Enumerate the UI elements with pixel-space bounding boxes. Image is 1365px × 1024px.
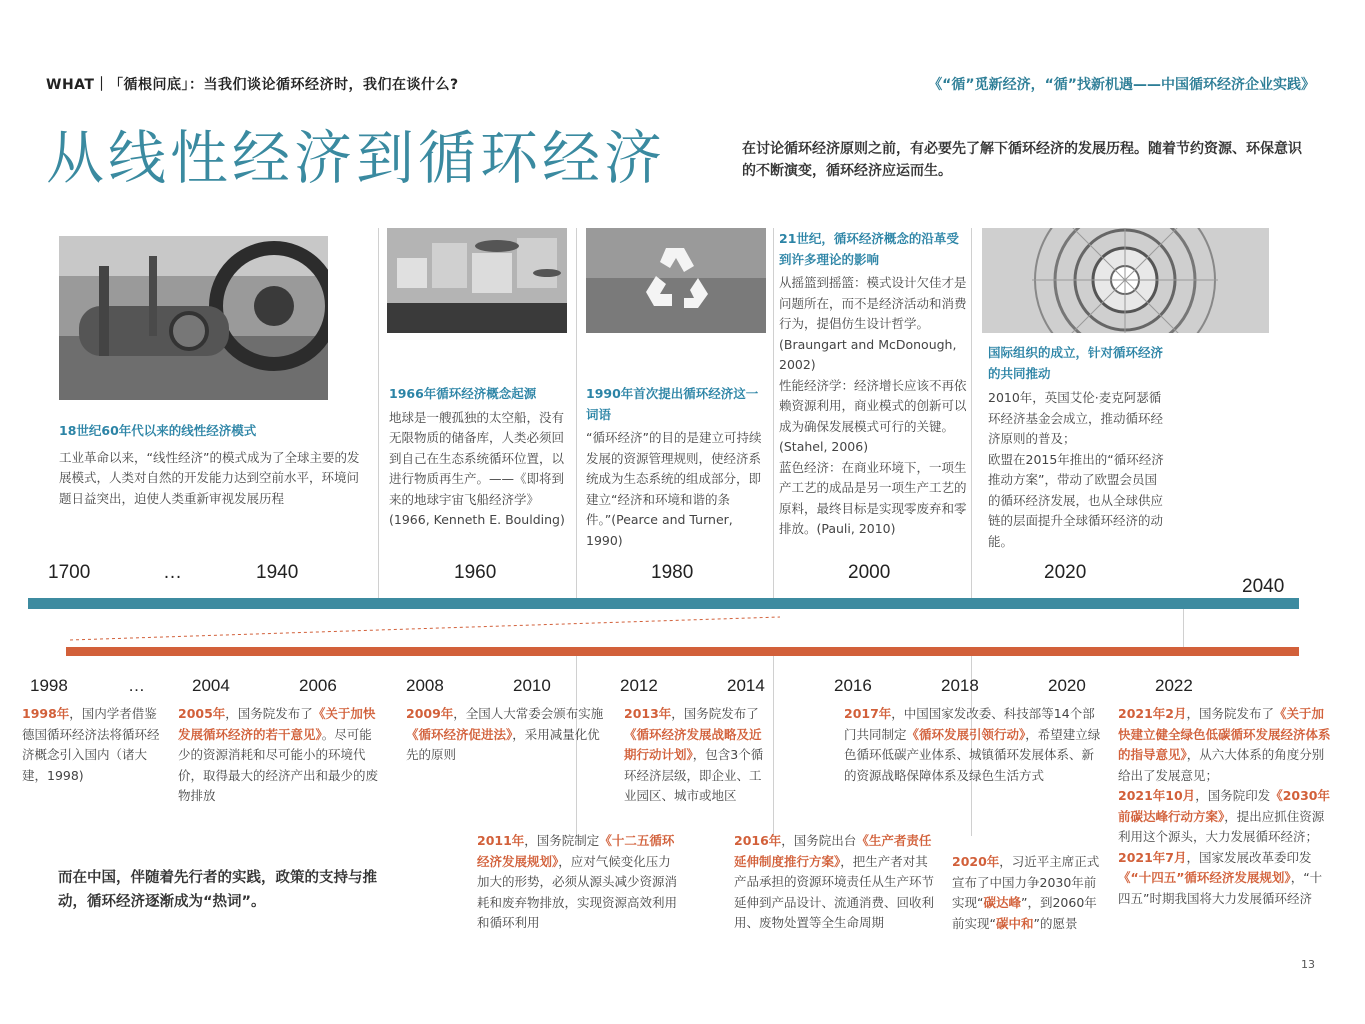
page-number: 13 xyxy=(1301,958,1315,971)
column-heading: 1966年循环经济概念起源 xyxy=(389,386,537,401)
event-2020 xyxy=(952,852,1108,934)
policy-name: 《循环经济发展战略及近期行动计划》 xyxy=(624,726,762,762)
column-heading: 国际组织的成立，针对循环经济的共同推动 xyxy=(988,345,1164,381)
event-text: ，把生产者对其产品承担的资源环境责任从生产环节延伸到产品设计、流通消费、回收利用、废物处置等全生命周期 xyxy=(734,853,935,930)
header-right: 《“循”觅新经济，“循”找新机遇——中国循环经济企业实践》 xyxy=(928,77,1315,93)
header-left: WHAT｜「循根问底」：当我们谈论循环经济时，我们在谈什么? xyxy=(46,77,459,93)
floating-city-image xyxy=(387,228,567,333)
page-title: 从线性经济到循环经济 xyxy=(46,124,667,192)
column-body: “循环经济”的目的是建立可持续发展的资源管理规则，使经济系统成为生态系统的组成部分，即建立“经济和环境和谐的条件。”(Pearce and Turner, 1990) xyxy=(586,430,762,548)
event-text: ，提出应抓住资源利用这个源头，大力发展循环经济； xyxy=(1118,808,1325,844)
event-text: 。尽可能少的资源消耗和尽可能小的环境代价，取得最大的经济产出和最少的废物排放 xyxy=(178,726,379,803)
timeline-year: 1940 xyxy=(256,562,299,583)
industrial-machine-image xyxy=(59,236,328,400)
timeline-year: 1700 xyxy=(48,562,91,583)
timeline-year: 1960 xyxy=(454,562,497,583)
column-1966 xyxy=(389,384,567,531)
event-text: ，国务院出台 xyxy=(781,833,857,848)
event-text: ，习近平主席正式宣布了中国力争2030年前实现“ xyxy=(952,854,1100,910)
column-21st-century xyxy=(779,229,969,540)
event-year: 2021年7月 xyxy=(1118,849,1187,865)
event-year: 2005年 xyxy=(178,706,226,721)
event-year: 2009年 xyxy=(406,706,454,721)
column-heading: 18世纪60年代以来的线性经济模式 xyxy=(59,423,257,438)
event-text: ，国内学者借鉴德国循环经济法将循环经济概念引入国内（诸大建，1998) xyxy=(22,706,160,783)
event-text: ，国务院发布了 xyxy=(1186,706,1275,721)
timeline-year: 2022 xyxy=(1155,676,1193,695)
separator xyxy=(773,656,774,836)
intro-text: 在讨论循环经济原则之前，有必要先了解下循环经济的发展历程。随着节约资源、环保意识的不断演变，循环经济应运而生。 xyxy=(742,141,1302,179)
policy-name: 碳中和 xyxy=(995,915,1034,931)
timeline-year: 2020 xyxy=(1048,676,1086,695)
policy-name: 碳达峰 xyxy=(983,895,1021,910)
timeline-year: … xyxy=(128,676,145,695)
timeline-year: 2004 xyxy=(192,676,230,695)
separator xyxy=(773,228,774,600)
timeline-year: 2012 xyxy=(620,676,658,695)
timeline-year: 2010 xyxy=(513,676,551,695)
event-year: 1998年 xyxy=(22,706,70,721)
event-text: ，国务院发布了 xyxy=(671,706,759,721)
timeline-year: 2018 xyxy=(941,676,979,695)
event-year: 2011年 xyxy=(477,833,525,848)
column-body: 工业革命以来，“线性经济”的模式成为了全球主要的发展模式，人类对自然的开发能力达到空前水平，环境问题日益突出，迫使人类重新审视发展历程 xyxy=(59,449,360,506)
event-text: ，包含3个循环经济层级，即企业、工业园区、城市或地区 xyxy=(624,747,764,803)
event-2005 xyxy=(178,704,380,807)
policy-name: 《2030年前碳达峰行动方案》 xyxy=(1118,788,1330,824)
policy-name: 《循环经济促进法》 xyxy=(406,726,513,742)
china-timeline-bar xyxy=(66,647,1299,656)
timeline-year: 2006 xyxy=(299,676,337,695)
event-year: 2020年 xyxy=(952,854,1000,869)
event-text: ，希望建立绿色循环低碳产业体系、城镇循环发展体系、新的资源战略保障体系及绿色生活方式 xyxy=(844,726,1101,783)
event-year: 2013年 xyxy=(624,706,672,721)
event-1998 xyxy=(22,704,164,786)
event-2011 xyxy=(477,831,679,934)
event-text: ，国务院印发 xyxy=(1195,788,1271,803)
event-text: ，全国人大常委会颁布实施 xyxy=(453,706,604,721)
event-2013 xyxy=(624,704,764,807)
timeline-year: 2020 xyxy=(1044,562,1087,583)
column-linear-economy xyxy=(59,421,369,509)
policy-name: 《生产者责任延伸制度推行方案》 xyxy=(734,833,932,869)
timeline-year: 1998 xyxy=(30,676,68,695)
event-text: ，中国国家发改委、科技部等14个部门共同制定 xyxy=(844,706,1095,742)
timeline-year: 2008 xyxy=(406,676,444,695)
timeline-year: 2016 xyxy=(834,676,872,695)
event-year: 2017年 xyxy=(844,706,892,721)
event-2017 xyxy=(844,704,1106,786)
separator xyxy=(576,228,577,600)
event-2009 xyxy=(406,704,608,766)
global-timeline-bar xyxy=(28,598,1299,609)
timeline-year: 2014 xyxy=(727,676,765,695)
policy-name: 《关于加快建立健全绿色低碳循环发展经济体系的指导意见》 xyxy=(1118,706,1331,762)
event-text: ”，到2060年前实现“ xyxy=(952,895,1097,931)
event-year: 2021年2月 xyxy=(1118,706,1187,721)
timeline-year: … xyxy=(163,562,182,583)
event-year: 2016年 xyxy=(734,833,782,848)
column-body: 2010年，英国艾伦·麦克阿瑟循环经济基金会成立，推动循环经济原则的普及； 欧盟在2015年推出的“循环经济推动方案”，带动了欧盟会员国的循环经济发展，也从全球供应链的层面提升全球循环经济的动能。 xyxy=(988,390,1164,549)
event-text: ，国务院发布了 xyxy=(225,706,313,721)
dome-ceiling-image xyxy=(982,228,1269,333)
timeline-year: 2040 xyxy=(1242,576,1285,597)
policy-name: 《关于加快发展循环经济的若干意见》 xyxy=(178,706,376,742)
separator xyxy=(378,228,379,600)
china-note: 而在中国，伴随着先行者的实践，政策的支持与推动，循环经济逐渐成为“热词”。 xyxy=(58,870,377,910)
timeline-zoom-connector xyxy=(66,615,786,643)
timeline-year: 1980 xyxy=(651,562,694,583)
event-text: ，国务院制定 xyxy=(524,833,600,848)
event-2016 xyxy=(734,831,938,934)
policy-name: 《十二五循环经济发展规划》 xyxy=(477,833,675,869)
column-heading: 21世纪，循环经济概念的沿革受到许多理论的影响 xyxy=(779,231,959,267)
event-text: ，采用减量化优先的原则 xyxy=(406,726,600,762)
event-year: 2021年10月 xyxy=(1118,788,1196,803)
event-2021 xyxy=(1118,704,1332,909)
policy-name: 《“十四五”循环经济发展规划》 xyxy=(1118,870,1291,885)
column-1990 xyxy=(586,384,766,551)
column-body: 地球是一艘孤独的太空船，没有无限物质的储备库，人类必须回到自己在生态系统循环位置，以进行物质再生产。——《即将到来的地球宇宙飞船经济学》(1966, Kenneth E. Boulding) xyxy=(389,409,565,527)
separator xyxy=(971,228,972,600)
policy-name: 《循环发展引领行动》 xyxy=(906,726,1026,742)
column-heading: 1990年首次提出循环经济这一词语 xyxy=(586,386,759,422)
event-text: ，国家发展改革委印发 xyxy=(1186,849,1312,865)
recycle-symbol-image xyxy=(586,228,766,333)
event-text: ”的愿景 xyxy=(1033,915,1078,931)
column-international xyxy=(988,343,1166,552)
event-text: ，应对气候变化压力加大的形势，必须从源头减少资源消耗和废弃物排放，实现资源高效利用和循环利用 xyxy=(477,853,678,930)
event-text: ，从六大体系的角度分别给出了发展意见； xyxy=(1118,747,1325,783)
column-body: 从摇篮到摇篮：模式设计欠佳才是问题所在，而不是经济活动和消费行为，提倡仿生设计哲学。(Braungart and McDonough, 2002) 性能经济学：经济增长应该不再依赖资源利用，商业模式的创新可以成为确保发展模式可行的关键。(Stahel, 2006) 蓝色经济：在商业环境下，一项生产工艺的成品是另一项生产工艺的原料，最终目标是实现零废弃和零排放。(Pauli, 2010) xyxy=(779,275,967,536)
event-text: ，“十四五”时期我国将大力发展循环经济 xyxy=(1118,870,1323,906)
timeline-year: 2000 xyxy=(848,562,891,583)
